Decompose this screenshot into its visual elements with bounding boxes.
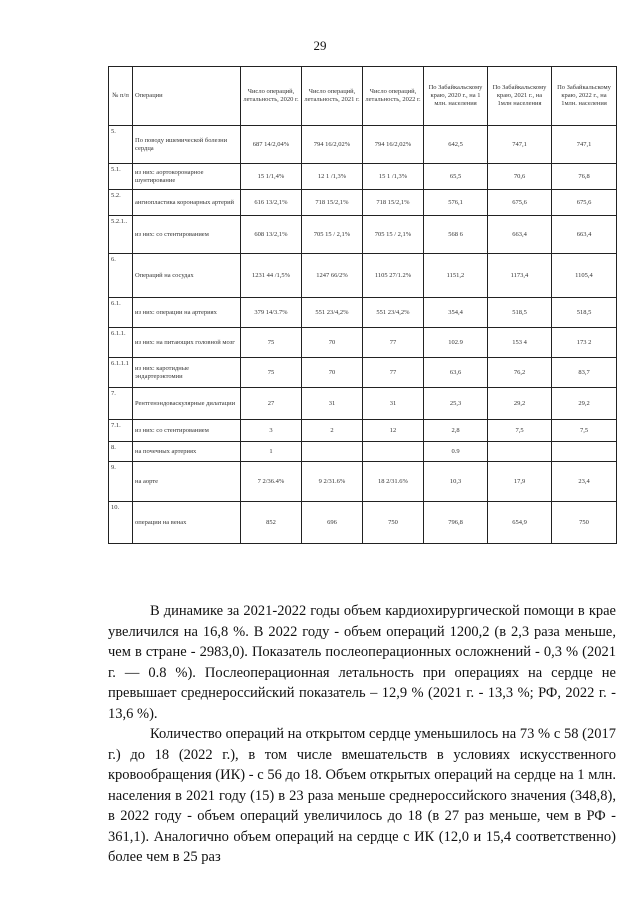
table-row <box>109 126 617 164</box>
table-row <box>109 388 617 420</box>
page-number: 29 <box>313 38 327 53</box>
paragraph: Количество операций на открытом сердце уменьшилось на 73 % с 58 (2017 г.) до 18 (2022 г.), в том числе вмешательств в условиях искусственного кровообращения (ИК) - с 56 до 18. Объем открытых операций на сердце на 1 млн. населения в 2021 году (15) в 23 раза меньше среднероссийского значения (348,8), в 2022 году - объем операций увеличилось до 18 (в 27 раз меньше, чем в РФ - 361,1). Аналогично объем операций на сердце с ИК (12,0 и 15,4 соответственно) более чем в 25 раз <box>108 726 616 865</box>
per-million-2020: 2,8 <box>424 420 488 442</box>
per-million-2022: 29,2 <box>552 388 617 420</box>
count-2021: 70 <box>302 328 363 358</box>
per-million-2022 <box>552 442 617 462</box>
count-2021: 2 <box>302 420 363 442</box>
per-million-2021: 76,2 <box>488 358 552 388</box>
count-2021 <box>302 442 363 462</box>
per-million-2022: 76,8 <box>552 164 617 190</box>
operation-name: из них: со стентированием <box>133 420 241 442</box>
per-million-2021: 654,9 <box>488 502 552 544</box>
per-million-2020: 1151,2 <box>424 254 488 298</box>
operation-name: на аорте <box>133 462 241 502</box>
row-number: 5.2.1.. <box>109 216 133 254</box>
count-2021: 794 16/2,02% <box>302 126 363 164</box>
per-million-2022: 663,4 <box>552 216 617 254</box>
count-2022: 705 15 / 2,1% <box>363 216 424 254</box>
count-2022: 750 <box>363 502 424 544</box>
operation-name: По поводу ишемической болезни сердца <box>133 126 241 164</box>
count-2022: 15 1 /1,3% <box>363 164 424 190</box>
operation-name: Рентгенэндоваскулярные дилатации <box>133 388 241 420</box>
row-number: 6.1.1. <box>109 328 133 358</box>
table-row <box>109 164 617 190</box>
table-row <box>109 190 617 216</box>
operations-table <box>108 66 617 544</box>
operation-name: из них: операции на артериях <box>133 298 241 328</box>
table-header-row <box>109 67 617 126</box>
per-million-2021: 29,2 <box>488 388 552 420</box>
count-2020: 3 <box>241 420 302 442</box>
per-million-2020: 25,3 <box>424 388 488 420</box>
count-2022: 12 <box>363 420 424 442</box>
table-row <box>109 462 617 502</box>
count-2021: 1247 66/2% <box>302 254 363 298</box>
row-number: 5.2. <box>109 190 133 216</box>
header-number: № п/п <box>109 67 133 126</box>
per-million-2021: 663,4 <box>488 216 552 254</box>
count-2020: 75 <box>241 328 302 358</box>
per-million-2021: 747,1 <box>488 126 552 164</box>
count-2022: 551 23/4,2% <box>363 298 424 328</box>
paragraph: В динамике за 2021-2022 годы объем кардиохирургической помощи в крае увеличился на 16,8 %. В 2022 году - объем операций 1200,2 (в 2,3 раза меньше, чем в стране - 2983,0). Показатель послеоперационных осложнений - 0,3 % (2021 г. — 0.8 %). Послеоперационная летальность при операциях на сердце не превышает среднероссийский показатель – 12,9 % (2021 г. - 13,3 %; РФ, 2022 г. - 13,6 %). <box>108 603 616 722</box>
header-count-2020: Число операций, летальность, 2020 г. <box>241 67 302 126</box>
count-2022: 718 15/2,1% <box>363 190 424 216</box>
row-number: 7.1. <box>109 420 133 442</box>
table-row <box>109 216 617 254</box>
per-million-2022: 83,7 <box>552 358 617 388</box>
row-number: 5.1. <box>109 164 133 190</box>
per-million-2021: 675,6 <box>488 190 552 216</box>
per-million-2020: 796,8 <box>424 502 488 544</box>
header-count-2021: Число операций, летальность, 2021 г. <box>302 67 363 126</box>
per-million-2022: 1105,4 <box>552 254 617 298</box>
per-million-2022: 23,4 <box>552 462 617 502</box>
count-2020: 616 13/2,1% <box>241 190 302 216</box>
count-2022: 77 <box>363 358 424 388</box>
count-2021: 31 <box>302 388 363 420</box>
row-number: 6. <box>109 254 133 298</box>
count-2022: 1105 27/1.2% <box>363 254 424 298</box>
operation-name: из них: аортокоронарное шунтирование <box>133 164 241 190</box>
per-million-2020: 63,6 <box>424 358 488 388</box>
operation-name: из них: со стентированием <box>133 216 241 254</box>
per-million-2022: 173 2 <box>552 328 617 358</box>
table-row <box>109 442 617 462</box>
per-million-2020: 65,5 <box>424 164 488 190</box>
header-per-million-2021: По Забайкальскому краю, 2021 г., на 1млн населения <box>488 67 552 126</box>
table-row <box>109 254 617 298</box>
operation-name: из них: каротидные эндартерэктомии <box>133 358 241 388</box>
per-million-2021: 1173,4 <box>488 254 552 298</box>
header-per-million-2020: По Забайкальскому краю, 2020 г., на 1 млн. населения <box>424 67 488 126</box>
per-million-2020: 576,1 <box>424 190 488 216</box>
header-count-2022: Число операций, летальность, 2022 г. <box>363 67 424 126</box>
row-number: 5. <box>109 126 133 164</box>
per-million-2021: 7,5 <box>488 420 552 442</box>
count-2020: 687 14/2,04% <box>241 126 302 164</box>
per-million-2021: 17,9 <box>488 462 552 502</box>
per-million-2020: 568 6 <box>424 216 488 254</box>
table-row <box>109 502 617 544</box>
operation-name: Операций на сосудах <box>133 254 241 298</box>
header-operations: Операции <box>133 67 241 126</box>
per-million-2021 <box>488 442 552 462</box>
count-2020: 852 <box>241 502 302 544</box>
per-million-2022: 747,1 <box>552 126 617 164</box>
count-2021: 9 2/31.6% <box>302 462 363 502</box>
count-2020: 75 <box>241 358 302 388</box>
per-million-2021: 153 4 <box>488 328 552 358</box>
count-2020: 7 2/36.4% <box>241 462 302 502</box>
count-2022: 794 16/2,02% <box>363 126 424 164</box>
count-2022 <box>363 442 424 462</box>
table-row <box>109 328 617 358</box>
count-2021: 718 15/2,1% <box>302 190 363 216</box>
per-million-2020: 102.9 <box>424 328 488 358</box>
row-number: 8. <box>109 442 133 462</box>
row-number: 6.1.1.1 <box>109 358 133 388</box>
per-million-2020: 10,3 <box>424 462 488 502</box>
row-number: 10. <box>109 502 133 544</box>
per-million-2022: 518,5 <box>552 298 617 328</box>
count-2021: 551 23/4,2% <box>302 298 363 328</box>
count-2021: 12 1 /1,3% <box>302 164 363 190</box>
per-million-2022: 750 <box>552 502 617 544</box>
row-number: 9. <box>109 462 133 502</box>
per-million-2020: 354,4 <box>424 298 488 328</box>
per-million-2020: 642,5 <box>424 126 488 164</box>
count-2022: 77 <box>363 328 424 358</box>
count-2020: 1231 44 /1,5% <box>241 254 302 298</box>
count-2021: 696 <box>302 502 363 544</box>
operation-name: из них: на питающих головной мозг <box>133 328 241 358</box>
count-2020: 379 14/3.7% <box>241 298 302 328</box>
operation-name: ангиопластика коронарных артерий <box>133 190 241 216</box>
count-2020: 608 13/2,1% <box>241 216 302 254</box>
count-2022: 31 <box>363 388 424 420</box>
table-row <box>109 358 617 388</box>
count-2021: 70 <box>302 358 363 388</box>
table-row <box>109 298 617 328</box>
row-number: 7. <box>109 388 133 420</box>
body-text <box>108 601 616 868</box>
count-2020: 27 <box>241 388 302 420</box>
operation-name: операции на венах <box>133 502 241 544</box>
per-million-2021: 518,5 <box>488 298 552 328</box>
operation-name: на почечных артериях <box>133 442 241 462</box>
count-2020: 1 <box>241 442 302 462</box>
per-million-2020: 0.9 <box>424 442 488 462</box>
count-2021: 705 15 / 2,1% <box>302 216 363 254</box>
header-per-million-2022: По Забайкальскому краю, 2022 г., на 1млн. населения <box>552 67 617 126</box>
row-number: 6.1. <box>109 298 133 328</box>
per-million-2021: 70,6 <box>488 164 552 190</box>
per-million-2022: 7,5 <box>552 420 617 442</box>
count-2020: 15 1/1,4% <box>241 164 302 190</box>
per-million-2022: 675,6 <box>552 190 617 216</box>
count-2022: 18 2/31.6% <box>363 462 424 502</box>
table-row <box>109 420 617 442</box>
